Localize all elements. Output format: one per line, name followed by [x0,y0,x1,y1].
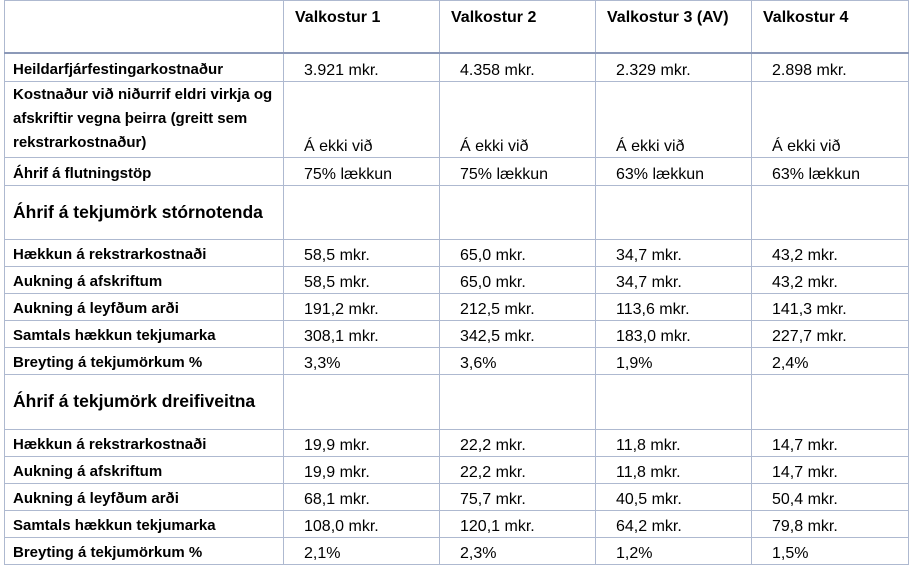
cell-value: Á ekki við [752,82,909,158]
cell-value: 75% lækkun [440,158,596,186]
cell-value: 191,2 mkr. [284,294,440,321]
cell-value: 2,4% [752,348,909,375]
cell-value: 22,2 mkr. [440,457,596,484]
row-label: Hækkun á rekstrarkostnaði [5,430,284,457]
cell-value: 19,9 mkr. [284,457,440,484]
row-label: Breyting á tekjumörkum % [5,538,284,565]
header-cell-valkostur-1: Valkostur 1 [284,1,440,53]
table-row [5,82,909,158]
cell-value: 113,6 mkr. [596,294,752,321]
cell-value: 1,2% [596,538,752,565]
cell-value: 141,3 mkr. [752,294,909,321]
row-label: Áhrif á flutningstöp [5,158,284,186]
cell-value: 2,3% [440,538,596,565]
cell-value: 22,2 mkr. [440,430,596,457]
table-row [5,294,909,321]
cell-value [440,186,596,240]
cell-value: 75% lækkun [284,158,440,186]
cell-value [440,375,596,430]
section-heading: Áhrif á tekjumörk stórnotenda [5,186,284,240]
cell-value [596,375,752,430]
table-row [5,321,909,348]
section-row [5,186,909,240]
cell-value: 227,7 mkr. [752,321,909,348]
row-label: Hækkun á rekstrarkostnaði [5,240,284,267]
cell-value: 34,7 mkr. [596,267,752,294]
table-row [5,538,909,565]
header-cell-valkostur-2: Valkostur 2 [440,1,596,53]
cell-value: 58,5 mkr. [284,240,440,267]
cell-value: Á ekki við [596,82,752,158]
cell-value: 212,5 mkr. [440,294,596,321]
cell-value: 63% lækkun [596,158,752,186]
table-row [5,240,909,267]
table-row [5,511,909,538]
cell-value: Á ekki við [284,82,440,158]
table-row [5,158,909,186]
row-label: Breyting á tekjumörkum % [5,348,284,375]
cell-value: 2,1% [284,538,440,565]
row-label: Aukning á leyfðum arði [5,294,284,321]
row-label: Samtals hækkun tekjumarka [5,321,284,348]
row-label: Heildarfjárfestingarkostnaður [5,53,284,82]
header-cell-valkostur-4: Valkostur 4 [752,1,909,53]
cell-value: 14,7 mkr. [752,457,909,484]
section-row [5,375,909,430]
table-row [5,430,909,457]
cell-value [752,375,909,430]
comparison-table [4,0,909,565]
cell-value: 11,8 mkr. [596,430,752,457]
cell-value: 64,2 mkr. [596,511,752,538]
cell-value: 75,7 mkr. [440,484,596,511]
table-row [5,348,909,375]
cell-value: 3.921 mkr. [284,53,440,82]
table-row [5,53,909,82]
cell-value: 65,0 mkr. [440,267,596,294]
cell-value: 79,8 mkr. [752,511,909,538]
cell-value: 2.898 mkr. [752,53,909,82]
cell-value: 1,9% [596,348,752,375]
cell-value: 3,3% [284,348,440,375]
cell-value: Á ekki við [440,82,596,158]
cell-value: 308,1 mkr. [284,321,440,348]
cell-value: 50,4 mkr. [752,484,909,511]
header-cell-empty [5,1,284,53]
row-label: Aukning á leyfðum arði [5,484,284,511]
cell-value: 34,7 mkr. [596,240,752,267]
cell-value: 108,0 mkr. [284,511,440,538]
cell-value: 63% lækkun [752,158,909,186]
section-heading: Áhrif á tekjumörk dreifiveitna [5,375,284,430]
cell-value: 65,0 mkr. [440,240,596,267]
cell-value: 43,2 mkr. [752,240,909,267]
row-label: Aukning á afskriftum [5,457,284,484]
cell-value [596,186,752,240]
cell-value [284,375,440,430]
header-row [5,1,909,53]
cell-value: 3,6% [440,348,596,375]
cell-value: 4.358 mkr. [440,53,596,82]
cell-value: 342,5 mkr. [440,321,596,348]
cell-value: 183,0 mkr. [596,321,752,348]
cell-value: 1,5% [752,538,909,565]
cell-value: 2.329 mkr. [596,53,752,82]
cell-value [752,186,909,240]
row-label: Samtals hækkun tekjumarka [5,511,284,538]
cell-value: 40,5 mkr. [596,484,752,511]
table-row [5,267,909,294]
table-row [5,484,909,511]
cell-value: 14,7 mkr. [752,430,909,457]
row-label: Aukning á afskriftum [5,267,284,294]
cell-value: 58,5 mkr. [284,267,440,294]
row-label: Kostnaður við niðurrif eldri virkja og afskriftir vegna þeirra (greitt sem rekstrarkostnaður) [5,82,284,158]
table-row [5,457,909,484]
cell-value: 11,8 mkr. [596,457,752,484]
cell-value: 19,9 mkr. [284,430,440,457]
cell-value: 120,1 mkr. [440,511,596,538]
cell-value: 43,2 mkr. [752,267,909,294]
cell-value [284,186,440,240]
cell-value: 68,1 mkr. [284,484,440,511]
header-cell-valkostur-3: Valkostur 3 (AV) [596,1,752,53]
